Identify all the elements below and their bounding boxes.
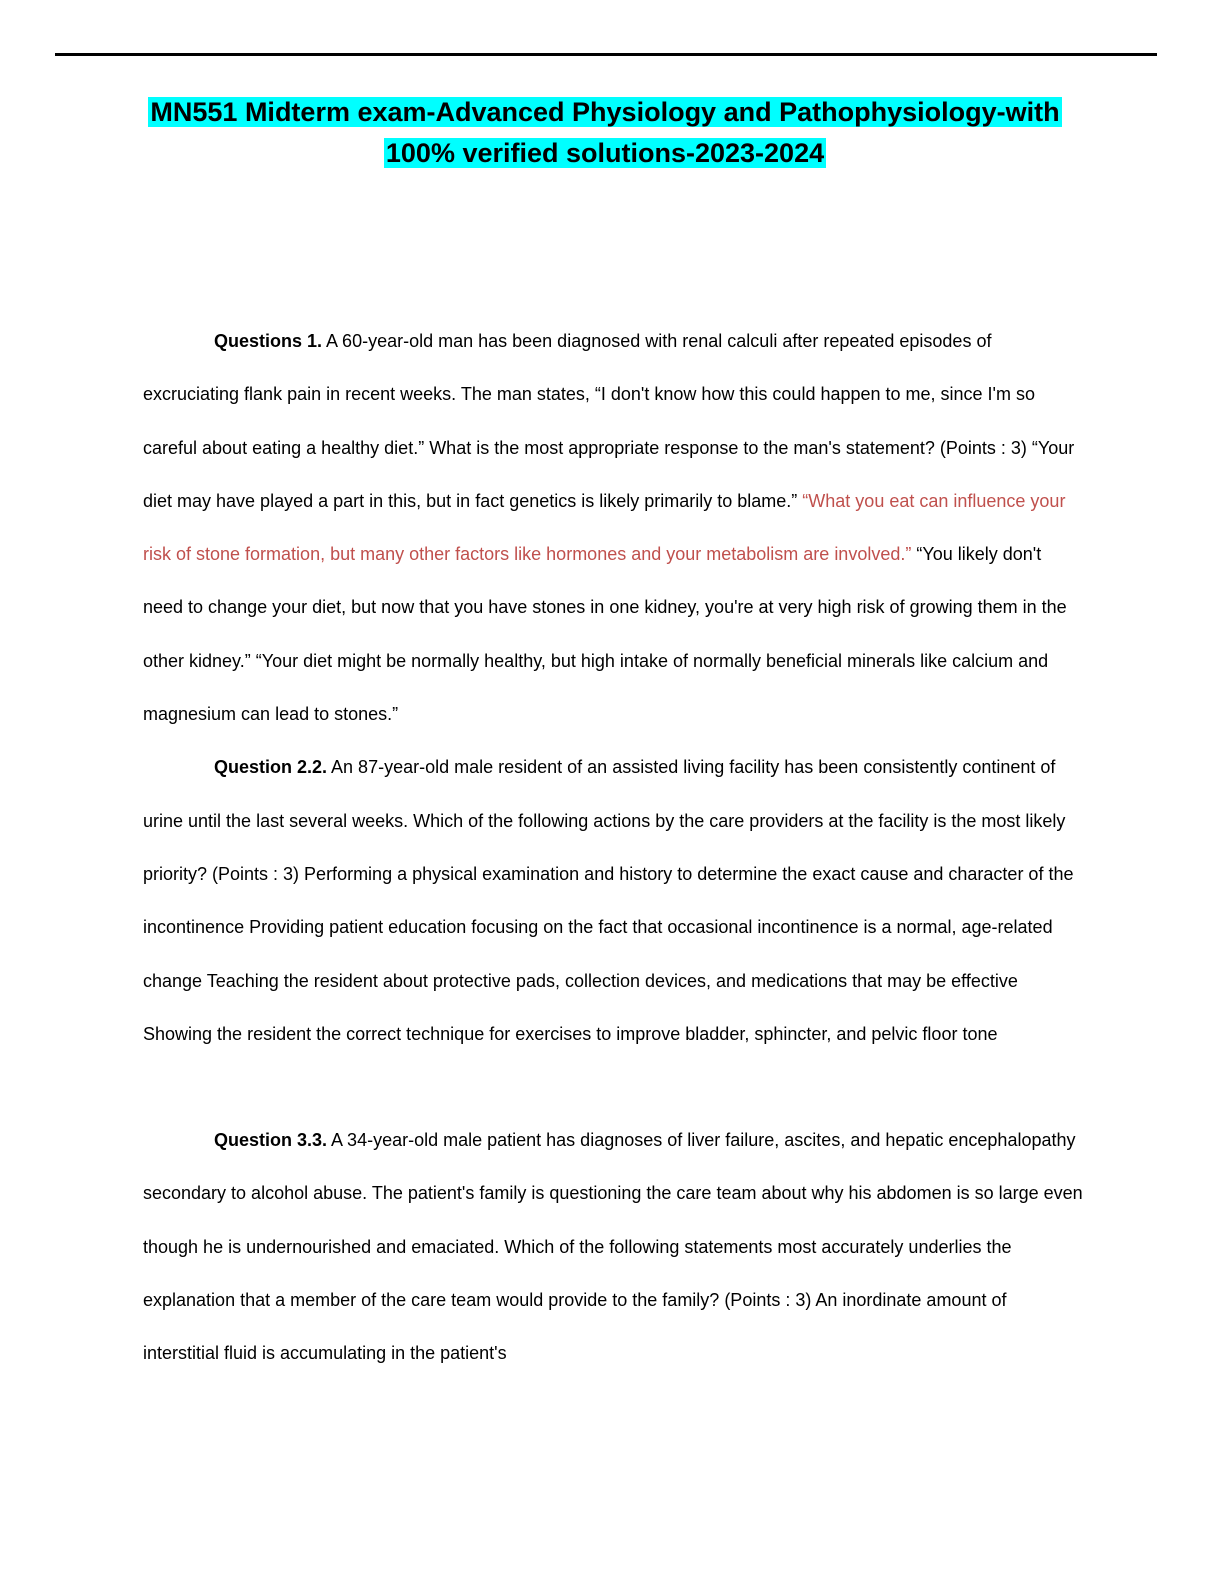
question-2-label: Question 2.2. bbox=[214, 757, 328, 778]
question-1 bbox=[143, 315, 1083, 741]
document-title bbox=[100, 92, 1110, 174]
question-2-text: An 87-year-old male resident of an assisted living facility has been consistently continent of urine until the last several weeks. Which of the following actions by the care providers at the facility is the most likely priority? (Points : 3) Performing a physical examination and history to determine the exact cause and character of the incontinence Providing patient education focusing on the fact that occasional incontinence is a normal, age-related change Teaching the resident about protective pads, collection devices, and medications that may be effective Showing the resident the correct technique for exercises to improve bladder, sphincter, and pelvic floor tone bbox=[143, 757, 1074, 1044]
question-2 bbox=[143, 741, 1083, 1061]
question-1-answer: “What you eat can influence your risk of stone formation, but many other factors like hormones and your metabolism are involved.” bbox=[143, 490, 1066, 565]
question-1-label: Questions 1. bbox=[214, 331, 323, 351]
paragraph-gap bbox=[143, 1061, 1083, 1114]
title-line-1: MN551 Midterm exam-Advanced Physiology and Pathophysiology-with bbox=[150, 97, 1060, 127]
question-3-text: A 34-year-old male patient has diagnoses of liver failure, ascites, and hepatic encephalopathy secondary to alcohol abuse. The patient's family is questioning the care team about why his abdomen is so large even though he is undernourished and emaciated. Which of the following statements most accurately underlies the explanation that a member of the care team would provide to the family? (Points : 3) An inordinate amount of interstitial fluid is accumulating in the patient's bbox=[143, 1130, 1083, 1364]
header-rule bbox=[55, 53, 1157, 56]
question-1-text: A 60-year-old man has been diagnosed with renal calculi after repeated episodes of excruciating flank pain in recent weeks. The man states, “I don't know how this could happen to me, since I'm so careful about eating a healthy diet.” What is the most appropriate response to the man's statement? (Points : 3) “Your diet may have played a part in this, but in fact genetics is likely primarily to blame.” bbox=[143, 331, 1075, 511]
document-body bbox=[143, 315, 1083, 1381]
question-3 bbox=[143, 1114, 1083, 1380]
title-line-2: 100% verified solutions-2023-2024 bbox=[385, 138, 825, 168]
question-1-text-after: “You likely don't need to change your diet, but now that you have stones in one kidney, you're at very high risk of growing them in the other kidney.” “Your diet might be normally healthy, but high intake of normally beneficial minerals like calcium and magnesium can lead to stones.” bbox=[143, 544, 1067, 725]
question-3-label: Question 3.3. bbox=[214, 1130, 328, 1151]
